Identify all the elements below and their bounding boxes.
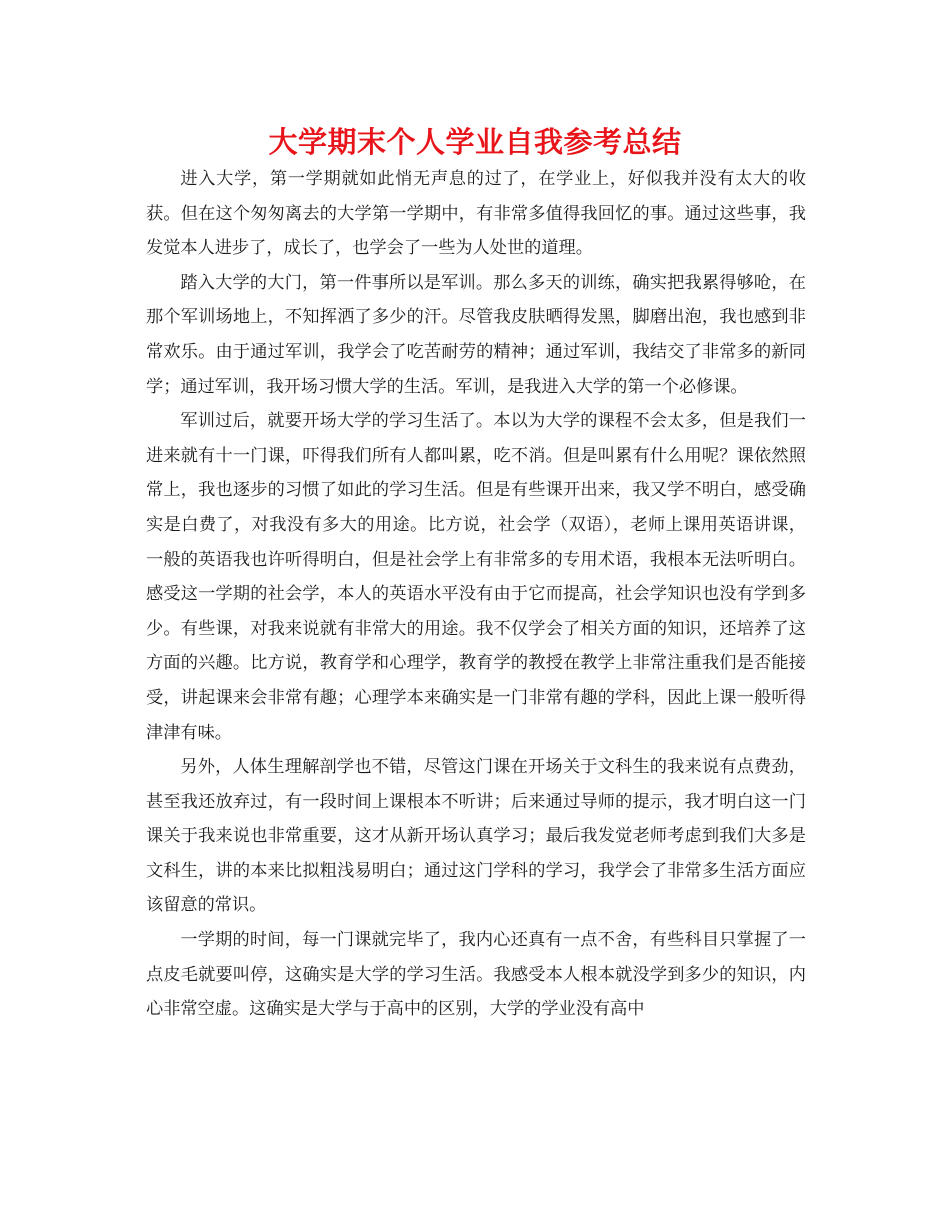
paragraph: 军训过后，就要开场大学的学习生活了。本以为大学的课程不会太多，但是我们一进来就有十一门课，吓得我们所有人都叫累，吃不消。但是叫累有什么用呢？课依然照常上，我也逐步的习惯了如此的学习生活。但是有些课开出来，我又学不明白，感受确实是白费了，对我没有多大的用途。比方说，社会学（双语），老师上课用英语讲课，一般的英语我也许听得明白，但是社会学上有非常多的专用术语，我根本无法听明白。感受这一学期的社会学，本人的英语水平没有由于它而提高，社会学知识也没有学到多少。有些课，对我来说就有非常大的用途。我不仅学会了相关方面的知识，还培养了这方面的兴趣。比方说，教育学和心理学，教育学的教授在教学上非常注重我们是否能接受，讲起课来会非常有趣；心理学本来确实是一门非常有趣的学科，因此上课一般听得津津有味。 (146, 411, 806, 743)
paragraph: 踏入大学的大门，第一件事所以是军训。那么多天的训练，确实把我累得够呛，在那个军训场地上，不知挥洒了多少的汗。尽管我皮肤晒得发黑，脚磨出泡，我也感到非常欢乐。由于通过军训，我学会了吃苦耐劳的精神；通过军训，我结交了非常多的新同学；通过军训，我开场习惯大学的生活。军训，是我进入大学的第一个必修课。 (146, 272, 806, 397)
paragraph: 一学期的时间，每一门课就完毕了，我内心还真有一点不舍，有些科目只掌握了一点皮毛就要叫停，这确实是大学的学习生活。我感受本人根本就没学到多少的知识，内心非常空虚。这确实是大学与于高中的区别，大学的学业没有高中 (146, 930, 806, 1020)
document-body (146, 162, 806, 1027)
paragraph: 进入大学，第一学期就如此悄无声息的过了，在学业上，好似我并没有太大的收获。但在这个匆匆离去的大学第一学期中，有非常多值得我回忆的事。通过这些事，我发觉本人进步了，成长了，也学会了一些为人处世的道理。 (146, 169, 806, 259)
document-title: 大学期末个人学业自我参考总结 (268, 125, 682, 159)
paragraph: 另外，人体生理解剖学也不错，尽管这门课在开场关于文科生的我来说有点费劲，甚至我还放弃过，有一段时间上课根本不听讲；后来通过导师的提示，我才明白这一门课关于我来说也非常重要，这才从新开场认真学习；最后我发觉老师考虑到我们大多是文科生，讲的本来比拟粗浅易明白；通过这门学科的学习，我学会了非常多生活方面应该留意的常识。 (146, 757, 806, 916)
